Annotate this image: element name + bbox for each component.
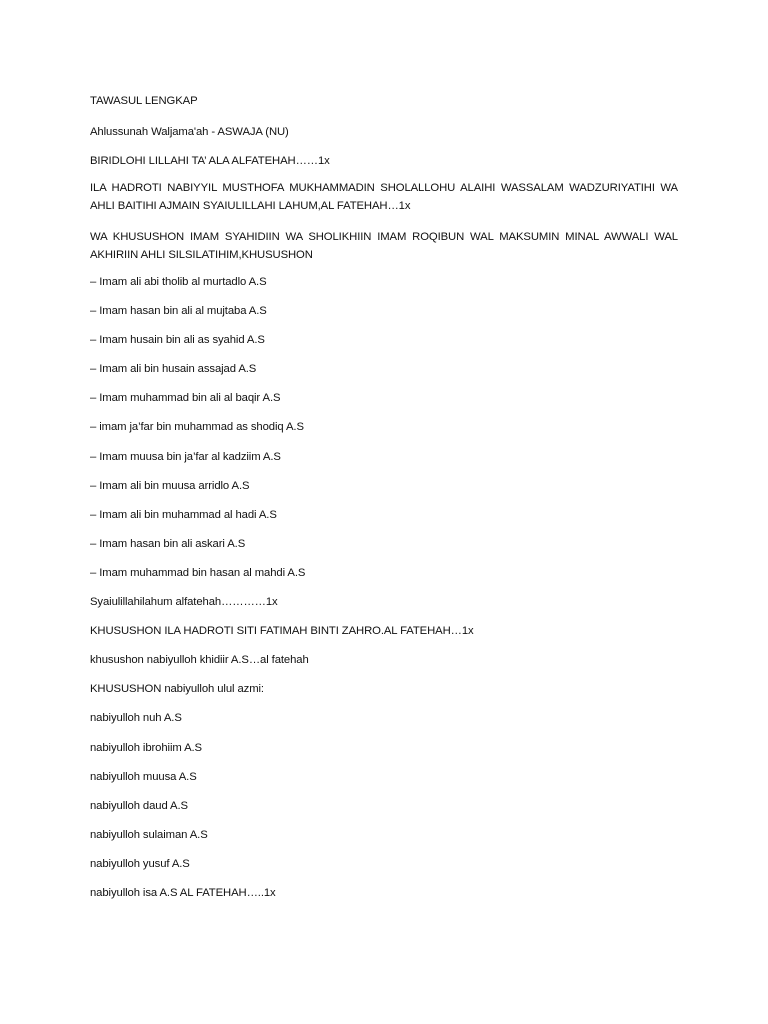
list-item: – Imam hasan bin ali askari A.S	[90, 537, 246, 550]
closing-line: nabiyulloh nuh A.S	[90, 712, 182, 725]
list-item: – Imam muhammad bin ali al baqir A.S	[90, 392, 281, 405]
closing-line: KHUSUSHON ILA HADROTI SITI FATIMAH BINTI ZAHRO.AL FATEHAH…1x	[90, 625, 474, 638]
list-item: – Imam husain bin ali as syahid A.S	[90, 334, 265, 347]
closing-line: nabiyulloh sulaiman A.S	[90, 828, 208, 841]
list-item: – Imam hasan bin ali al mujtaba A.S	[90, 305, 267, 318]
closing-line: khusushon nabiyulloh khidiir A.S…al fatehah	[90, 654, 309, 667]
closing-list	[90, 593, 678, 913]
closing-line: nabiyulloh daud A.S	[90, 799, 188, 812]
list-item: – Imam muhammad bin hasan al mahdi A.S	[90, 566, 306, 579]
list-item: – Imam muusa bin ja’far al kadziim A.S	[90, 450, 281, 463]
closing-line: nabiyulloh muusa A.S	[90, 770, 197, 783]
intro-line: BIRIDLOHI LILLAHI TA’ ALA ALFATEHAH……1x	[90, 155, 330, 167]
closing-line: KHUSUSHON nabiyulloh ulul azmi:	[90, 683, 264, 696]
list-item: – Imam ali abi tholib al murtadlo A.S	[90, 276, 267, 288]
closing-line: Syaiulillahilahum alfatehah…………1x	[90, 596, 278, 609]
document-title: TAWASUL LENGKAP	[90, 95, 198, 107]
list-item: – Imam ali bin muhammad al hadi A.S	[90, 508, 277, 521]
closing-line: nabiyulloh isa A.S AL FATEHAH…..1x	[90, 886, 276, 899]
document-body	[90, 92, 678, 913]
closing-line: nabiyulloh yusuf A.S	[90, 857, 190, 870]
intro-line: WA KHUSUSHON IMAM SYAHIDIIN WA SHOLIKHIIN IMAM ROQIBUN WAL MAKSUMIN MINAL AWWALI WAL AKHIRIIN AHLI SILSILATIHIM,KHUSUSHON	[90, 231, 678, 261]
closing-line: nabiyulloh ibrohiim A.S	[90, 741, 202, 754]
intro-line: ILA HADROTI NABIYYIL MUSTHOFA MUKHAMMADIN SHOLALLOHU ALAIHI WASSALAM WADZURIYATIHI WA AHLI BAITIHI AJMAIN SYAIULILLAHI LAHUM,AL FATEHAH…1x	[90, 182, 678, 212]
document-subtitle: Ahlussunah Waljama'ah - ASWAJA (NU)	[90, 126, 289, 138]
list-item: – Imam ali bin muusa arridlo A.S	[90, 479, 250, 492]
list-item: – imam ja’far bin muhammad as shodiq A.S	[90, 421, 304, 434]
list-item: – Imam ali bin husain assajad A.S	[90, 363, 257, 376]
imam-list	[90, 273, 678, 593]
